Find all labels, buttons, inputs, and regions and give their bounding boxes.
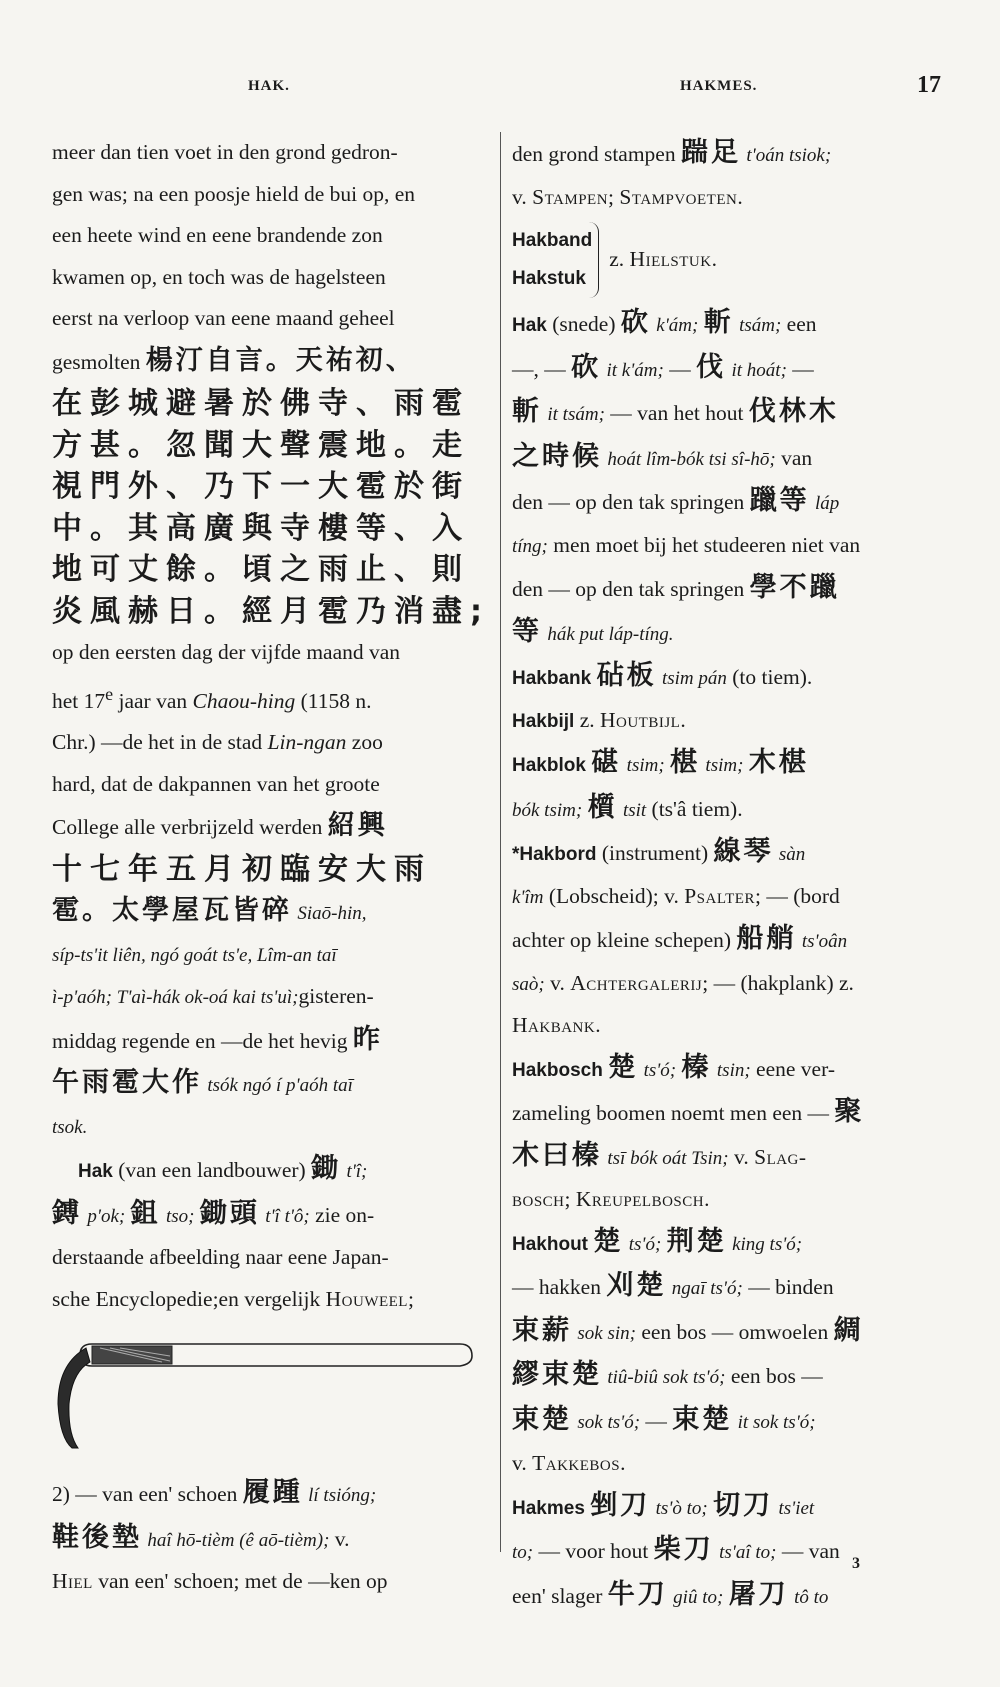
entry-hakblok — [512, 742, 948, 787]
entry-hakbosch — [512, 1047, 948, 1092]
punctuation: . — [737, 184, 743, 209]
romanization-line: tsok. — [52, 1116, 88, 1138]
column-divider — [500, 132, 501, 1552]
dutch-text: den grond stampen — [512, 142, 676, 166]
text-line — [512, 918, 948, 963]
entry-hak-landbouwer — [52, 1148, 492, 1193]
text-line — [512, 132, 948, 177]
cross-reference: Hiel — [52, 1569, 93, 1594]
text-line: hard, dat de dakpannen van het groote — [52, 771, 380, 796]
chinese-line: 視門外、乃下一大雹於街 — [52, 469, 470, 504]
chinese-text: 躐等 — [749, 485, 810, 516]
running-head-right: HAKMES. — [680, 78, 758, 94]
dutch-text: sche Encyclopedie;en vergelijk — [52, 1286, 321, 1311]
chinese-text: 繆束楚 — [512, 1359, 602, 1390]
text-line — [512, 436, 948, 481]
romanization: tso; — [165, 1205, 195, 1227]
dutch-text: z. — [579, 707, 595, 732]
chinese-text: 雹。太學屋瓦皆碎 — [52, 895, 292, 927]
punctuation: . — [704, 1187, 710, 1211]
dutch-text: van een' schoen; met de —ken op — [98, 1569, 388, 1594]
chinese-text: 束楚 — [672, 1403, 733, 1435]
romanization: ì-p'aóh; T'aì-hák ok-oá kai ts'uì; — [52, 987, 299, 1009]
headword: Hak — [78, 1161, 113, 1183]
romanization: tsim pán — [661, 668, 727, 689]
dutch-text: (ts'â tiem). — [651, 796, 743, 821]
chinese-text: 履踵 — [242, 1477, 303, 1509]
text-line — [512, 963, 948, 1006]
chinese-text: 鉏 — [130, 1197, 161, 1229]
text-line — [52, 1472, 492, 1517]
chinese-text: 鞋後墊 — [52, 1521, 142, 1553]
dutch-text: (to tiem). — [732, 665, 813, 689]
chinese-text: 楚 — [608, 1051, 639, 1083]
entry-hak-snede — [512, 302, 948, 347]
romanization: t'oán tsiok; — [746, 145, 832, 166]
romanization: tsī bók oát Tsin; — [607, 1147, 729, 1169]
chinese-line: 地可丈餘。頃之雨止、則 — [52, 552, 470, 587]
headword: Hakbank — [512, 668, 592, 689]
headword: *Hakbord — [512, 844, 597, 865]
chinese-text: 碪 — [591, 747, 622, 778]
text-line — [512, 391, 948, 436]
text-line — [512, 525, 948, 568]
text-line — [512, 876, 948, 919]
cross-reference: Psalter — [684, 883, 755, 908]
italic-name: Lin-ngan — [267, 730, 347, 755]
text-line — [512, 1135, 948, 1180]
headword: Hakstuk — [512, 268, 586, 289]
dutch-text: v. — [512, 184, 527, 209]
entry-hakband-hakstuk — [512, 222, 948, 298]
headword: Hakbijl — [512, 710, 575, 732]
chinese-text: 柴刀 — [653, 1534, 714, 1565]
romanization: haî hō-tièm (ê aō-tièm); — [147, 1529, 330, 1551]
romanization: Siaō-hin, — [297, 903, 367, 925]
text-line — [512, 1399, 948, 1444]
romanization: ts'ò to; — [655, 1497, 708, 1519]
entry-hakbord — [512, 831, 948, 876]
romanization: hoát lîm-bók tsi sî-hō; — [607, 448, 776, 470]
chinese-text: 午雨雹大作 — [52, 1067, 202, 1099]
headword: Hakband — [512, 230, 593, 251]
punctuation: ; — [407, 1286, 414, 1311]
chinese-text: 斬 — [512, 396, 542, 427]
romanization: ts'oân — [801, 931, 848, 952]
hoe-illustration — [52, 1334, 492, 1454]
entry-hakbank — [512, 655, 948, 700]
dutch-text: (van een landbouwer) — [118, 1158, 306, 1183]
romanization: ts'iet — [778, 1497, 815, 1519]
dutch-text: (1158 n. — [300, 688, 372, 713]
chinese-text: 砍 — [620, 307, 651, 338]
romanization: ts'ó; — [643, 1059, 677, 1081]
text-line — [52, 340, 492, 384]
romanization: k'ám; — [656, 315, 699, 336]
chinese-text: 楚 — [593, 1225, 624, 1257]
romanization: tsit — [622, 799, 647, 821]
brace-group — [512, 222, 599, 298]
punctuation: ; — [564, 1187, 571, 1211]
italic-name: Chaou-hing — [192, 688, 296, 713]
dutch-text: gesmolten — [52, 349, 141, 374]
chinese-line: 中。其高廣與寺樓等、入 — [52, 510, 470, 546]
chinese-text: 學不躐 — [749, 572, 840, 603]
chinese-text: 屠刀 — [728, 1578, 789, 1610]
text-line — [52, 1517, 492, 1562]
punctuation: . — [680, 707, 686, 732]
dutch-text: (snede) — [552, 312, 616, 336]
text-line — [512, 347, 948, 392]
headword: Hak — [512, 315, 547, 336]
chinese-text: 鋤 — [311, 1153, 342, 1185]
text-line — [512, 480, 948, 525]
chinese-line: 方甚。忽聞大聲震地。走 — [52, 427, 470, 463]
dutch-text: — van — [781, 1539, 840, 1563]
chinese-text: 砍 — [571, 351, 602, 383]
text-line — [52, 1019, 492, 1063]
superscript: e — [105, 683, 114, 704]
cross-reference: Takkebos — [532, 1451, 621, 1475]
chinese-text: 斬 — [703, 307, 734, 338]
punctuation: . — [711, 247, 717, 272]
chinese-line: 在彭城避暑於佛寺、雨雹 — [52, 386, 470, 421]
chinese-text: 船艄 — [736, 923, 797, 954]
brace-reference — [599, 239, 717, 281]
cross-reference: bosch — [512, 1187, 565, 1211]
romanization: saò; — [512, 973, 545, 995]
dutch-text: van — [781, 445, 813, 470]
dutch-text: (Lobscheid); v. — [548, 883, 679, 908]
romanization: it hoát; — [731, 359, 787, 381]
dutch-text: v. — [734, 1144, 749, 1169]
text-line: gen was; na een poosje hield de bui op, en — [52, 181, 416, 206]
dutch-text: het 17 — [52, 688, 106, 713]
chinese-text: 刈楚 — [606, 1270, 667, 1301]
dutch-text: — — [792, 356, 814, 381]
cross-reference: Slag- — [754, 1144, 807, 1169]
dutch-text: ; — (hakplank) z. — [702, 970, 854, 995]
romanization: tsim; — [705, 755, 744, 776]
text-line — [52, 1279, 492, 1321]
entry-hakbijl — [512, 700, 948, 743]
dutch-text: gisteren- — [298, 984, 374, 1009]
dutch-text: zie on- — [315, 1202, 375, 1227]
chinese-text: 榛 — [681, 1051, 712, 1083]
romanization: it sok ts'ó; — [737, 1411, 816, 1433]
dutch-text: v. — [334, 1526, 350, 1551]
chinese-line: 十七年五月初臨安大雨 — [52, 851, 432, 887]
text-line: meer dan tien voet in den grond gedron- — [52, 140, 398, 164]
chinese-text: 木椹 — [748, 747, 809, 778]
chinese-text: 牛刀 — [607, 1578, 668, 1610]
text-line — [512, 1179, 948, 1221]
text-line: op den eersten dag der vijfde maand van — [52, 640, 401, 664]
text-line — [52, 674, 492, 723]
chinese-text: 櫍 — [587, 791, 618, 823]
text-line — [512, 1443, 948, 1485]
text-line — [512, 1310, 948, 1355]
dutch-text: zoo — [351, 730, 383, 755]
romanization: tsám; — [739, 315, 782, 336]
romanization: p'ok; — [87, 1205, 126, 1227]
dutch-text: men moet bij het studeeren niet van — [553, 532, 861, 557]
chinese-text: 綢 — [833, 1314, 864, 1346]
dutch-text: achter op kleine schepen) — [512, 928, 732, 952]
romanization: sok sin; — [577, 1322, 636, 1344]
text-line: kwamen op, en toch was de hagelsteen — [52, 264, 386, 289]
cross-reference: Houtbijl — [599, 707, 681, 732]
dutch-text: — — [645, 1408, 667, 1433]
text-line — [52, 1193, 492, 1238]
dutch-text: (instrument) — [601, 841, 709, 865]
chinese-text: 椹 — [670, 747, 701, 778]
chinese-text: 束楚 — [512, 1403, 572, 1435]
text-line — [512, 1574, 948, 1619]
chinese-text: 木曰榛 — [512, 1139, 602, 1171]
dutch-text: den — op den tak springen — [512, 577, 745, 601]
romanization: sok ts'ó; — [577, 1411, 641, 1433]
text-line — [52, 1561, 492, 1603]
dutch-text: ; — (bord — [754, 883, 840, 908]
cross-reference: Houweel — [325, 1286, 408, 1311]
romanization: tô to — [794, 1586, 829, 1608]
chinese-text: 紹興 — [327, 810, 388, 842]
romanization: k'îm — [512, 886, 544, 908]
text-line — [52, 722, 492, 764]
text-line — [52, 805, 492, 849]
text-line — [52, 890, 492, 935]
romanization: lí tsióng; — [308, 1485, 377, 1507]
running-head-left: HAK. — [248, 78, 290, 94]
dutch-text: — binden — [748, 1275, 834, 1299]
chinese-text: 等 — [512, 615, 542, 647]
romanization: t'î t'ô; — [265, 1205, 310, 1227]
chinese-text: 束薪 — [512, 1314, 572, 1346]
left-column — [52, 132, 492, 1603]
romanization: láp — [815, 493, 840, 514]
dutch-text: v. — [550, 970, 565, 995]
cross-reference: Stampen — [532, 184, 609, 209]
dutch-text: —, — — [512, 356, 566, 381]
signature-mark: 3 — [852, 1555, 860, 1572]
chinese-text: 砧板 — [596, 660, 657, 691]
dutch-text: v. — [512, 1451, 527, 1475]
headword: Hakmes — [512, 1497, 585, 1519]
cross-reference: Hakbank — [512, 1013, 596, 1037]
text-line — [52, 976, 492, 1019]
romanization: bók tsim; — [512, 799, 583, 821]
text-line: eerst na verloop van eene maand geheel — [52, 306, 395, 330]
romanization: t'î; — [346, 1161, 368, 1183]
dutch-text: zameling boomen noemt men een — — [512, 1101, 830, 1125]
chinese-text: 伐林木 — [748, 396, 839, 427]
dutch-text: een bos — — [730, 1364, 823, 1388]
dutch-text: Chr.) —de het in de stad — [52, 730, 263, 755]
chinese-text: 荆楚 — [666, 1225, 727, 1257]
romanization: it k'ám; — [606, 359, 664, 381]
dutch-text: — voor hout — [538, 1539, 649, 1563]
romanization: ts'ó; — [628, 1233, 662, 1255]
chinese-text: 聚 — [834, 1096, 865, 1127]
romanization: hák put láp-tíng. — [547, 623, 674, 645]
text-line — [512, 567, 948, 611]
text-line — [512, 611, 948, 656]
dutch-text: — — [669, 356, 691, 381]
romanization-line: síp-ts'it liên, ngó goát ts'e, Lîm-an taī — [52, 944, 337, 966]
right-column — [512, 132, 948, 1618]
text-line — [512, 1091, 948, 1135]
text-line: een heete wind en eene brandende zon — [52, 223, 383, 247]
dutch-text: een — [786, 312, 817, 336]
cross-reference: Stampvoeten — [619, 184, 738, 209]
chinese-text: 線琴 — [713, 836, 774, 867]
dutch-text: middag regende en —de het hevig — [52, 1028, 348, 1053]
entry-hakmes — [512, 1485, 948, 1530]
romanization: tsók ngó í p'aóh taī — [207, 1075, 353, 1097]
chinese-text: 楊汀自言。天祐初、 — [145, 344, 416, 376]
cross-reference: Hielstuk — [629, 247, 712, 272]
dutch-text: z. — [609, 247, 625, 272]
text-line — [512, 1005, 948, 1047]
text-line — [512, 787, 948, 832]
romanization: giû to; — [673, 1586, 724, 1608]
romanization: it tsám; — [547, 404, 605, 425]
chinese-text: 切刀 — [713, 1489, 774, 1521]
chinese-text: 踹足 — [680, 137, 741, 168]
romanization: tsin; — [716, 1059, 751, 1081]
chinese-text: 剉刀 — [590, 1489, 651, 1521]
text-line — [512, 1529, 948, 1574]
chinese-text: 之時候 — [512, 440, 602, 472]
cross-reference: Kreupelbosch — [575, 1187, 705, 1211]
punctuation: ; — [608, 184, 615, 209]
romanization: ngaī ts'ó; — [671, 1278, 743, 1299]
text-line — [512, 1265, 948, 1310]
headword: Hakbosch — [512, 1059, 603, 1081]
punctuation: . — [620, 1451, 626, 1475]
dutch-text: den — op den tak springen — [512, 490, 745, 514]
text-line — [52, 1062, 492, 1107]
chinese-text: 鎛 — [52, 1197, 82, 1229]
dutch-text: jaar van — [118, 688, 188, 713]
headword: Hakblok — [512, 755, 586, 776]
text-line — [512, 1354, 948, 1399]
romanization: tsim; — [626, 755, 665, 776]
chinese-text: 伐 — [696, 351, 727, 383]
dutch-text: — hakken — [512, 1275, 601, 1299]
punctuation: . — [595, 1013, 601, 1037]
dutch-text: een' slager — [512, 1583, 603, 1608]
entry-hakhout — [512, 1221, 948, 1266]
chinese-line: 炎風赫日。經月雹乃消盡; — [52, 593, 490, 629]
dutch-text: een bos — omwoelen — [641, 1319, 829, 1344]
headword: Hakhout — [512, 1233, 588, 1255]
dutch-text: — van het hout — [610, 401, 744, 425]
dutch-text: eene ver- — [756, 1056, 835, 1081]
page-number: 17 — [917, 72, 941, 98]
dutch-text: College alle verbrijzeld werden — [52, 815, 323, 840]
chinese-text: 鋤頭 — [199, 1197, 260, 1229]
romanization: tiû-biû sok ts'ó; — [607, 1367, 726, 1388]
cross-reference: Achtergalerij — [570, 970, 703, 995]
text-line — [512, 177, 948, 219]
chinese-text: 昨 — [352, 1023, 383, 1055]
text-line: derstaande afbeelding naar eene Japan- — [52, 1245, 389, 1270]
romanization: king ts'ó; — [732, 1233, 803, 1255]
romanization: to; — [512, 1542, 534, 1563]
romanization: tíng; — [512, 535, 548, 557]
dutch-text: 2) — van een' schoen — [52, 1482, 238, 1507]
romanization: sàn — [778, 844, 806, 865]
romanization: ts'aî to; — [719, 1542, 777, 1563]
